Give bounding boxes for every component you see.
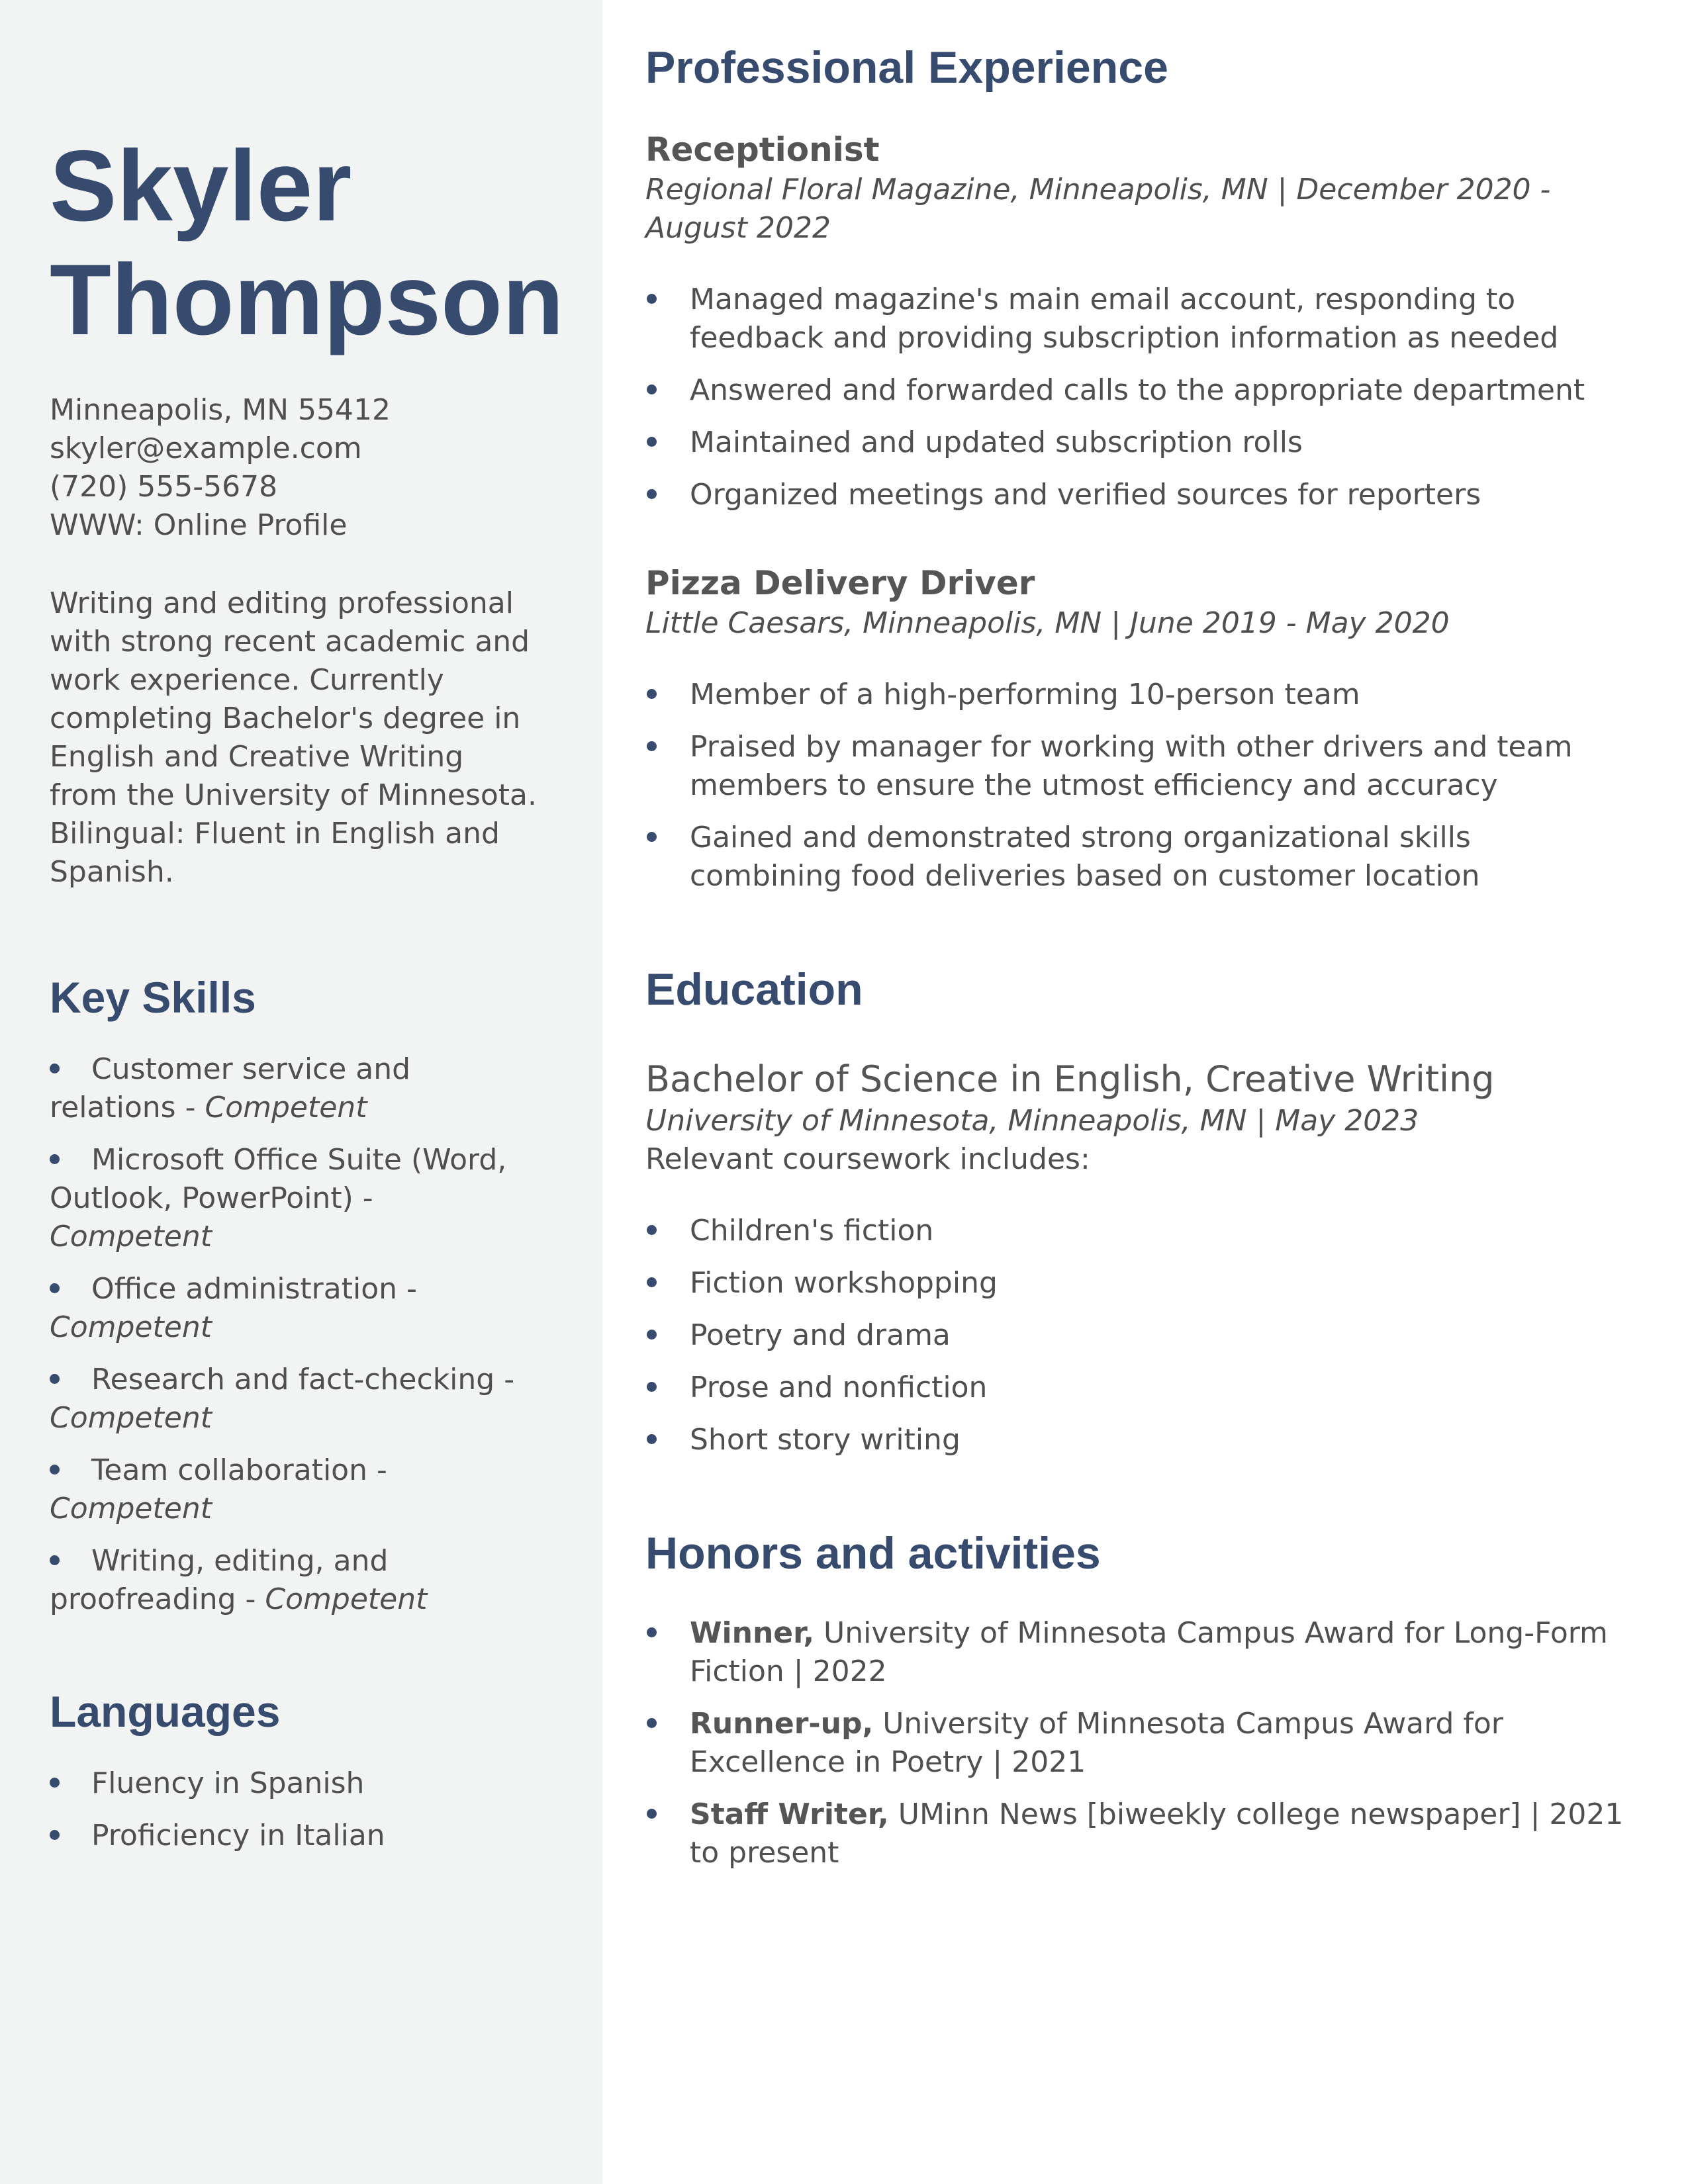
bullet-dot xyxy=(647,1627,657,1637)
job-title: Pizza Delivery Driver xyxy=(645,564,1035,602)
candidate-name xyxy=(50,129,564,357)
job-bullets xyxy=(645,676,1625,895)
list-item xyxy=(645,1316,1625,1355)
bullet-dot xyxy=(50,1283,60,1293)
course-name: Short story writing xyxy=(690,1423,961,1457)
address: Minneapolis, MN 55412 xyxy=(50,393,391,427)
skill-name: Team collaboration xyxy=(91,1453,367,1487)
skill-separator: - xyxy=(362,1181,373,1215)
online-profile-link[interactable]: WWW: Online Profile xyxy=(50,508,348,542)
skill-level: Competent xyxy=(50,1401,212,1435)
bullet-text: Gained and demonstrated strong organizational skills combining food deliveries based on customer location xyxy=(690,821,1480,893)
skill-level: Competent xyxy=(265,1582,428,1616)
bullet-dot xyxy=(50,1465,60,1475)
summary: Writing and editing professional with strong recent academic and work experience. Currently completing Bachelor's degree in English and Creative Writing from the University of Minnesota. Bilingual: Fluent in English and Spanish. xyxy=(50,586,537,889)
skill-item xyxy=(50,1451,539,1528)
bullet-text: Answered and forwarded calls to the appropriate department xyxy=(690,373,1585,407)
first-name: Skyler xyxy=(50,130,352,242)
skill-name: Research and fact-checking xyxy=(91,1363,495,1396)
phone: (720) 555-5678 xyxy=(50,470,278,504)
email[interactable]: skyler@example.com xyxy=(50,432,362,465)
coursework-intro: Relevant coursework includes: xyxy=(645,1142,1090,1176)
bullet-dot xyxy=(647,832,657,842)
bullet-dot xyxy=(647,1718,657,1728)
skill-name: Office administration xyxy=(91,1272,398,1306)
skill-item xyxy=(50,1270,539,1347)
education-meta: University of Minnesota, Minneapolis, MN | May 2023 xyxy=(645,1104,1419,1138)
course-name: Poetry and drama xyxy=(690,1318,951,1352)
list-item xyxy=(645,371,1625,410)
bullet-text: Managed magazine's main email account, responding to feedback and providing subscription information as needed xyxy=(690,283,1559,355)
job-bullets xyxy=(645,281,1625,514)
last-name: Thompson xyxy=(50,244,564,356)
course-name: Fiction workshopping xyxy=(690,1266,998,1300)
list-item xyxy=(645,1212,1625,1250)
bullet-dot xyxy=(647,437,657,447)
bullet-dot xyxy=(50,1154,60,1164)
experience-heading: Professional Experience xyxy=(645,42,1168,93)
skill-level: Competent xyxy=(205,1091,367,1124)
skill-item xyxy=(50,1141,539,1256)
skill-level: Competent xyxy=(50,1492,212,1525)
language-item xyxy=(50,1764,539,1803)
skill-item xyxy=(50,1542,539,1619)
course-name: Children's fiction xyxy=(690,1214,934,1248)
list-item xyxy=(645,1421,1625,1459)
skill-level: Competent xyxy=(50,1220,212,1253)
skill-name: Writing, editing, and proofreading xyxy=(50,1544,389,1616)
bullet-dot xyxy=(647,1225,657,1235)
list-item xyxy=(645,728,1625,805)
list-item xyxy=(645,1705,1625,1782)
bullet-dot xyxy=(647,1434,657,1444)
bullet-dot xyxy=(50,1064,60,1073)
education-entry xyxy=(645,1057,1625,1459)
bullet-dot xyxy=(647,1277,657,1287)
bullet-dot xyxy=(50,1830,60,1840)
degree: Bachelor of Science in English, Creative Writing xyxy=(645,1058,1495,1100)
language-item xyxy=(50,1817,539,1855)
languages-list xyxy=(50,1764,539,1855)
skill-separator: - xyxy=(185,1091,196,1124)
course-name: Prose and nonfiction xyxy=(690,1371,988,1404)
skill-separator: - xyxy=(245,1582,256,1616)
list-item xyxy=(645,476,1625,514)
bullet-dot xyxy=(647,689,657,699)
bullet-dot xyxy=(50,1778,60,1788)
honors-heading: Honors and activities xyxy=(645,1528,1101,1578)
bullet-text: Organized meetings and verified sources for reporters xyxy=(690,478,1481,512)
honors-list xyxy=(645,1614,1625,1872)
list-item xyxy=(645,1614,1625,1691)
skill-item xyxy=(50,1361,539,1437)
skill-item xyxy=(50,1050,539,1127)
skill-separator: - xyxy=(504,1363,515,1396)
bullet-dot xyxy=(50,1555,60,1565)
contact-block xyxy=(50,391,539,545)
honor-text: University of Minnesota Campus Award for Long-Form Fiction | 2022 xyxy=(690,1616,1608,1688)
bullet-dot xyxy=(647,1809,657,1819)
job-meta: Regional Floral Magazine, Minneapolis, MN | December 2020 - August 2022 xyxy=(645,173,1551,245)
skill-name: Microsoft Office Suite (Word, Outlook, PowerPoint) xyxy=(50,1143,507,1215)
bullet-dot xyxy=(647,741,657,751)
list-item xyxy=(645,424,1625,462)
list-item xyxy=(645,1796,1625,1872)
skill-level: Competent xyxy=(50,1310,212,1344)
list-item xyxy=(645,676,1625,714)
bullet-dot xyxy=(647,1382,657,1392)
honor-text: UMinn News [biweekly college newspaper] | 2021 to present xyxy=(690,1797,1624,1870)
honor-text: University of Minnesota Campus Award for Excellence in Poetry | 2021 xyxy=(690,1707,1503,1779)
skill-separator: - xyxy=(406,1272,417,1306)
language-text: Fluency in Spanish xyxy=(91,1766,365,1800)
list-item xyxy=(645,1264,1625,1302)
main-column xyxy=(645,40,1625,1886)
list-item xyxy=(645,281,1625,357)
bullet-dot xyxy=(647,489,657,499)
bullet-dot xyxy=(647,1330,657,1340)
bullet-text: Praised by manager for working with other drivers and team members to ensure the utmost efficiency and accuracy xyxy=(690,730,1573,802)
language-text: Proficiency in Italian xyxy=(91,1819,385,1852)
skill-separator: - xyxy=(377,1453,387,1487)
course-list xyxy=(645,1212,1625,1459)
skills-heading: Key Skills xyxy=(50,973,256,1022)
bullet-dot xyxy=(647,294,657,304)
job-meta: Little Caesars, Minneapolis, MN | June 2019 - May 2020 xyxy=(645,606,1450,640)
job-entry xyxy=(645,562,1625,895)
honor-role: Staff Writer, xyxy=(690,1797,889,1831)
honor-role: Winner, xyxy=(690,1616,815,1650)
job-title: Receptionist xyxy=(645,130,880,169)
bullet-text: Maintained and updated subscription rolls xyxy=(690,426,1303,459)
list-item xyxy=(645,819,1625,895)
bullet-dot xyxy=(647,385,657,394)
languages-heading: Languages xyxy=(50,1687,281,1736)
bullet-text: Member of a high-performing 10-person team xyxy=(690,678,1360,711)
sidebar xyxy=(0,0,602,2184)
education-heading: Education xyxy=(645,964,863,1015)
list-item xyxy=(645,1369,1625,1407)
skills-list xyxy=(50,1050,539,1619)
bullet-dot xyxy=(50,1374,60,1384)
honor-role: Runner-up, xyxy=(690,1707,874,1741)
job-entry xyxy=(645,128,1625,514)
skill-name: Customer service and relations xyxy=(50,1052,411,1124)
